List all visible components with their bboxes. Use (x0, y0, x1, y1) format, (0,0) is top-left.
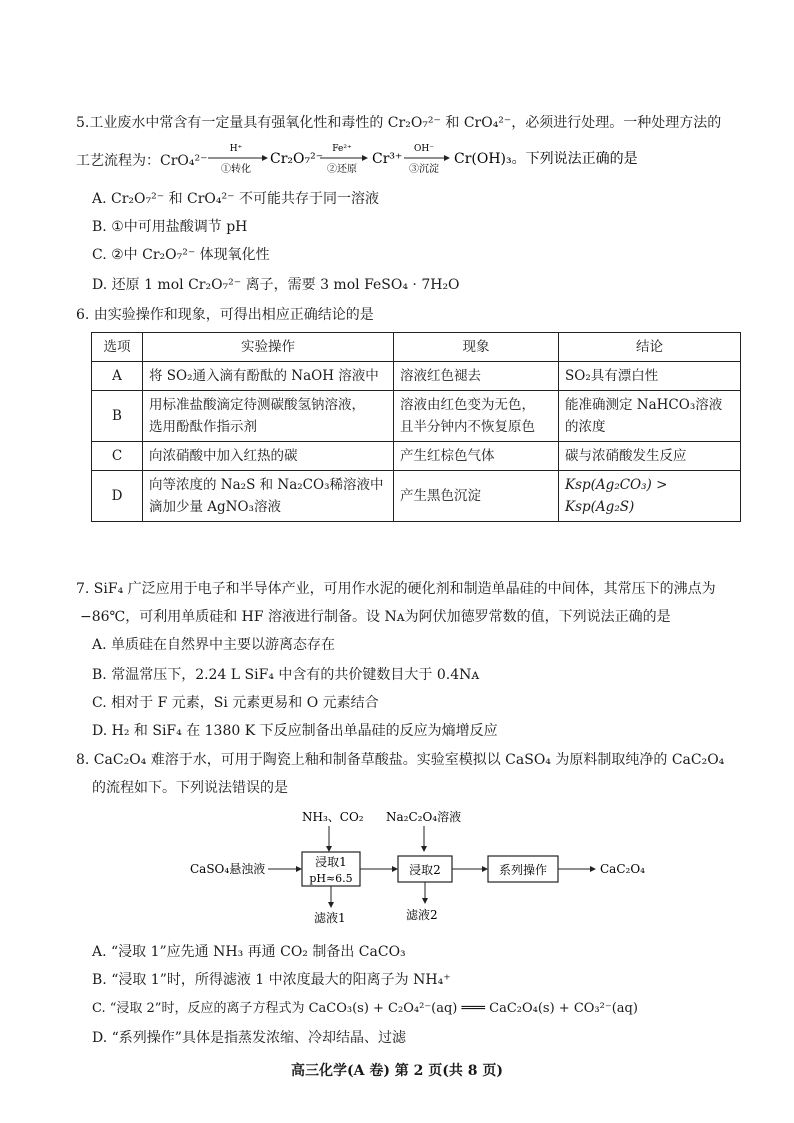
cell-line: 选用酚酞作指示剂 (149, 419, 257, 435)
page-footer: 高三化学(A 卷) 第 2 页(共 8 页) (290, 1063, 504, 1079)
row-phenomenon: 产生红棕色气体 (394, 442, 559, 471)
row-option: B (92, 391, 143, 442)
row-option: D (92, 471, 143, 522)
q8-option-c: C. “浸取 2”时，反应的离子方程式为 CaCO₃(s) + C₂O₄²⁻(aq) ═══ CaC₂O₄(s) + CO₃²⁻(aq) (92, 1001, 638, 1016)
cell-line: 能准确测定 NaHCO₃溶液 (565, 397, 723, 413)
cell-line: 的浓度 (565, 419, 606, 435)
row-option: A (92, 362, 143, 391)
q8-box-leach2-label: 浸取2 (409, 863, 441, 877)
row-conclusion: 碳与浓硝酸发生反应 (559, 442, 741, 471)
q5-arrow3-top: OH⁻ (414, 144, 434, 154)
cell-line: 用标准盐酸滴定待测碳酸氢钠溶液， (149, 397, 365, 413)
q5-flow-start: 工艺流程为：CrO₄²⁻ (76, 153, 208, 169)
q8-box-leach1-label: 浸取1 (315, 855, 347, 869)
q5-arrow1-top: H⁺ (229, 144, 243, 154)
q8-input-gases: NH₃、CO₂ (302, 810, 364, 824)
header-conclusion: 结论 (559, 333, 741, 362)
cell-line: 滴加少量 AgNO₃溶液 (149, 499, 281, 515)
row-operation: 向浓硝酸中加入红热的碳 (143, 442, 394, 471)
q5-species-3: Cr(OH)₃。下列说法正确的是 (454, 151, 638, 167)
cell-line: 溶液由红色变为无色， (400, 397, 535, 413)
q8-filtrate2: 滤液2 (406, 908, 438, 922)
q7-stem-line2: −86℃，可利用单质硅和 HF 溶液进行制备。设 Nᴀ为阿伏加德罗常数的值，下列说法正确的是 (80, 609, 671, 625)
q5-option-d: D. 还原 1 mol Cr₂O₇²⁻ 离子，需要 3 mol FeSO₄ · 7H₂O (92, 277, 460, 293)
q5-arrow2-top: Fe²⁺ (332, 144, 352, 154)
q7-option-b: B. 常温常压下，2.24 L SiF₄ 中含有的共价键数目大于 0.4Nᴀ (92, 667, 480, 683)
q5-option-a: A. Cr₂O₇²⁻ 和 CrO₄²⁻ 不可能共存于同一溶液 (92, 191, 379, 207)
cell-line: 向等浓度的 Na₂S 和 Na₂CO₃稀溶液中 (149, 477, 384, 493)
q5-arrow1-bottom: ①转化 (221, 164, 251, 175)
q8-box-leach1-ph: pH≈6.5 (309, 872, 353, 885)
q8-option-b: B. “浸取 1”时，所得滤液 1 中浓度最大的阳离子为 NH₄⁺ (92, 972, 451, 988)
q5-species-2: Cr³⁺ (372, 151, 403, 167)
row-phenomenon: 溶液红色褪去 (394, 362, 559, 391)
cell-line: 且半分钟内不恢复原色 (400, 419, 535, 435)
q8-stem-line1: 8. CaC₂O₄ 难溶于水，可用于陶瓷上釉和制备草酸盐。实验室模拟以 CaSO₄ 为原料制取纯净的 CaC₂O₄ (76, 752, 725, 768)
q8-option-d: D. “系列操作”具体是指蒸发浓缩、冷却结晶、过滤 (92, 1030, 406, 1046)
header-option: 选项 (92, 333, 143, 362)
header-phenomenon: 现象 (394, 333, 559, 362)
q5-option-c: C. ②中 Cr₂O₇²⁻ 体现氧化性 (92, 247, 270, 263)
row-operation: 将 SO₂通入滴有酚酞的 NaOH 溶液中 (143, 362, 394, 391)
row-phenomenon: 产生黑色沉淀 (394, 471, 559, 522)
q8-option-a: A. “浸取 1”应先通 NH₃ 再通 CO₂ 制备出 CaCO₃ (92, 944, 406, 960)
q8-end-product: CaC₂O₄ (600, 862, 645, 876)
q8-start-material: CaSO₄悬浊液 (190, 862, 266, 876)
q5-arrow3-bottom: ③沉淀 (409, 164, 439, 175)
q5-arrow2-bottom: ②还原 (327, 164, 357, 175)
row-conclusion: SO₂具有漂白性 (559, 362, 741, 391)
row-conclusion: Ksp(Ag₂CO₃) > Ksp(Ag₂S) (559, 471, 741, 522)
row-option: C (92, 442, 143, 471)
q5-stem-line1: 5.工业废水中常含有一定量具有强氧化性和毒性的 Cr₂O₇²⁻ 和 CrO₄²⁻，必须进行处理。一种处理方法的 (76, 115, 722, 131)
header-operation: 实验操作 (143, 333, 394, 362)
q7-option-d: D. H₂ 和 SiF₄ 在 1380 K 下反应制备出单晶硅的反应为熵增反应 (92, 723, 498, 739)
q7-stem-line1: 7. SiF₄ 广泛应用于电子和半导体产业，可用作水泥的硬化剂和制造单晶硅的中间体，其常压下的沸点为 (76, 581, 716, 597)
q5-species-1: Cr₂O₇²⁻ (270, 151, 324, 167)
q7-option-c: C. 相对于 F 元素，Si 元素更易和 O 元素结合 (92, 695, 379, 711)
q6-stem: 6. 由实验操作和现象，可得出相应正确结论的是 (76, 307, 374, 323)
q5-option-b: B. ①中可用盐酸调节 pH (92, 219, 248, 235)
q8-box-series-label: 系列操作 (498, 863, 548, 877)
q8-filtrate1: 滤液1 (314, 911, 346, 925)
q7-option-a: A. 单质硅在自然界中主要以游离态存在 (92, 637, 336, 653)
q8-stem-line2: 的流程如下。下列说法错误的是 (92, 780, 288, 796)
q8-input-oxalate: Na₂C₂O₄溶液 (386, 810, 462, 824)
